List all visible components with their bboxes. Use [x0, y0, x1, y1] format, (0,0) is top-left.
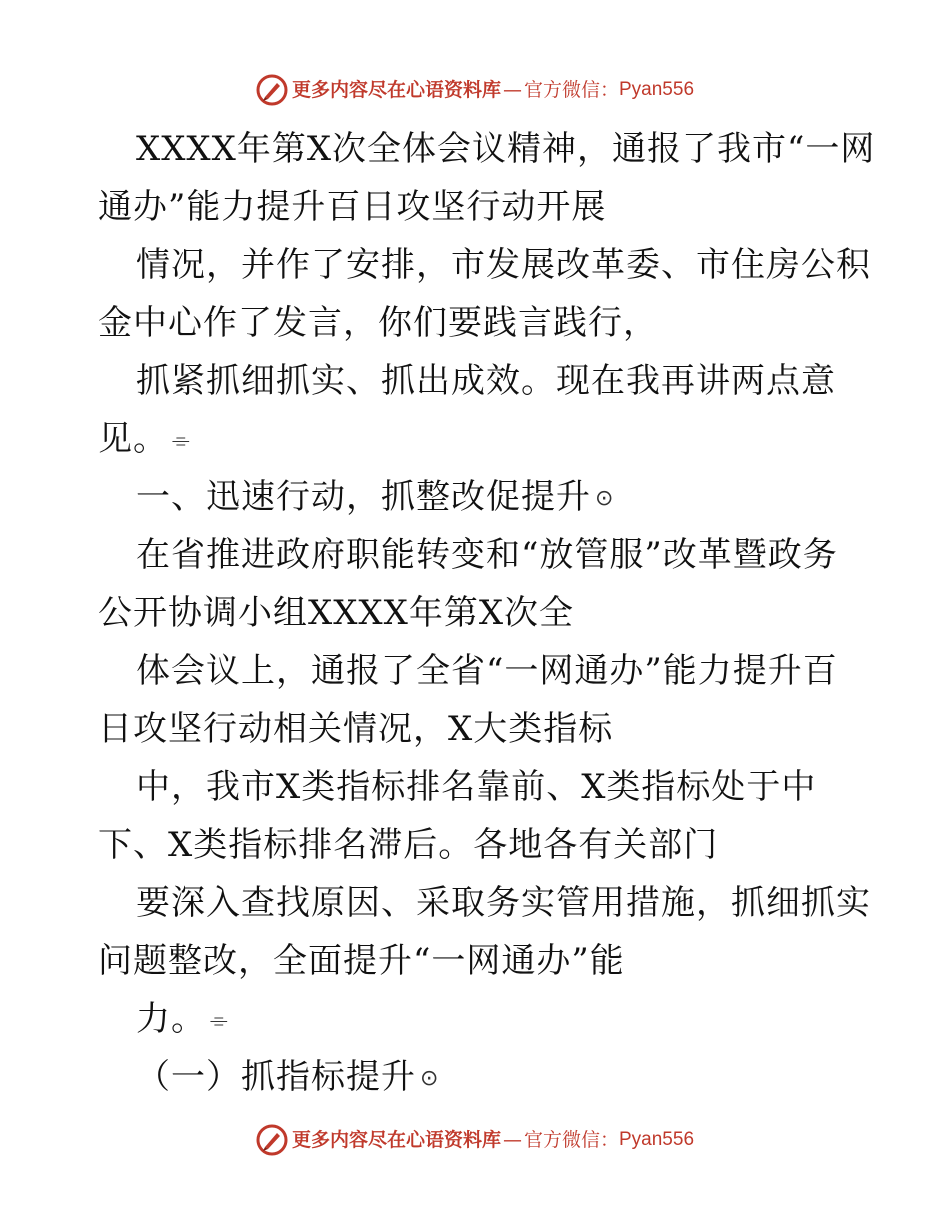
body-line-text: 力。	[136, 999, 206, 1039]
watermark-dash: —	[502, 1129, 522, 1151]
body-line: 在省推进政府职能转变和“放管服”改革暨政务	[136, 535, 838, 575]
watermark-wechat-label: 官方微信：	[523, 1129, 619, 1151]
heading-mark-icon: ⊙	[420, 1066, 440, 1091]
watermark-dash: —	[502, 79, 522, 101]
watermark-text: 更多内容尽在心语资料库	[291, 1129, 501, 1151]
section-heading-text: 一、迅速行动，抓整改促提升	[136, 477, 591, 517]
section-heading	[136, 468, 614, 526]
body-line: 问题整改，全面提升“一网通办”能	[98, 941, 625, 981]
body-line: 金中心作了发言，你们要践言践行，	[98, 303, 658, 343]
body-line: 要深入查找原因、采取务实管用措施，抓细抓实	[136, 883, 871, 923]
body-line: 中，我市X类指标排名靠前、X类指标处于中	[136, 767, 817, 807]
pen-logo-icon	[256, 1124, 288, 1156]
body-line: 情况，并作了安排，市发展改革委、市住房公积	[136, 245, 871, 285]
watermark-banner-bottom	[0, 1120, 950, 1160]
body-line: 公开协调小组XXXX年第X次全	[98, 593, 575, 633]
body-line: 日攻坚行动相关情况，X大类指标	[98, 709, 614, 749]
paragraph-mark-icon: ⌯	[172, 428, 191, 453]
watermark-wechat-id: Pyan556	[619, 79, 695, 100]
body-line-text: 见。	[98, 419, 168, 459]
watermark-wechat-label: 官方微信：	[523, 79, 619, 101]
subsection-heading	[136, 1048, 439, 1106]
paragraph-mark-icon: ⌯	[210, 1008, 229, 1033]
body-line: 体会议上，通报了全省“一网通办”能力提升百	[136, 651, 838, 691]
body-line: 通办”能力提升百日攻坚行动开展	[98, 187, 607, 227]
heading-mark-icon: ⊙	[595, 486, 615, 511]
watermark-banner-top	[0, 70, 950, 110]
body-line: XXXX年第X次全体会议精神，通报了我市“一网	[136, 129, 876, 169]
watermark-wechat-id: Pyan556	[619, 1129, 695, 1150]
body-line: 下、X类指标排名滞后。各地各有关部门	[98, 825, 719, 865]
watermark-text: 更多内容尽在心语资料库	[291, 79, 501, 101]
body-line: 抓紧抓细抓实、抓出成效。现在我再讲两点意	[136, 361, 836, 401]
pen-logo-icon	[256, 74, 288, 106]
body-line-with-mark	[136, 990, 229, 1048]
body-line-with-mark	[98, 410, 191, 468]
subsection-heading-text: （一）抓指标提升	[136, 1057, 416, 1097]
